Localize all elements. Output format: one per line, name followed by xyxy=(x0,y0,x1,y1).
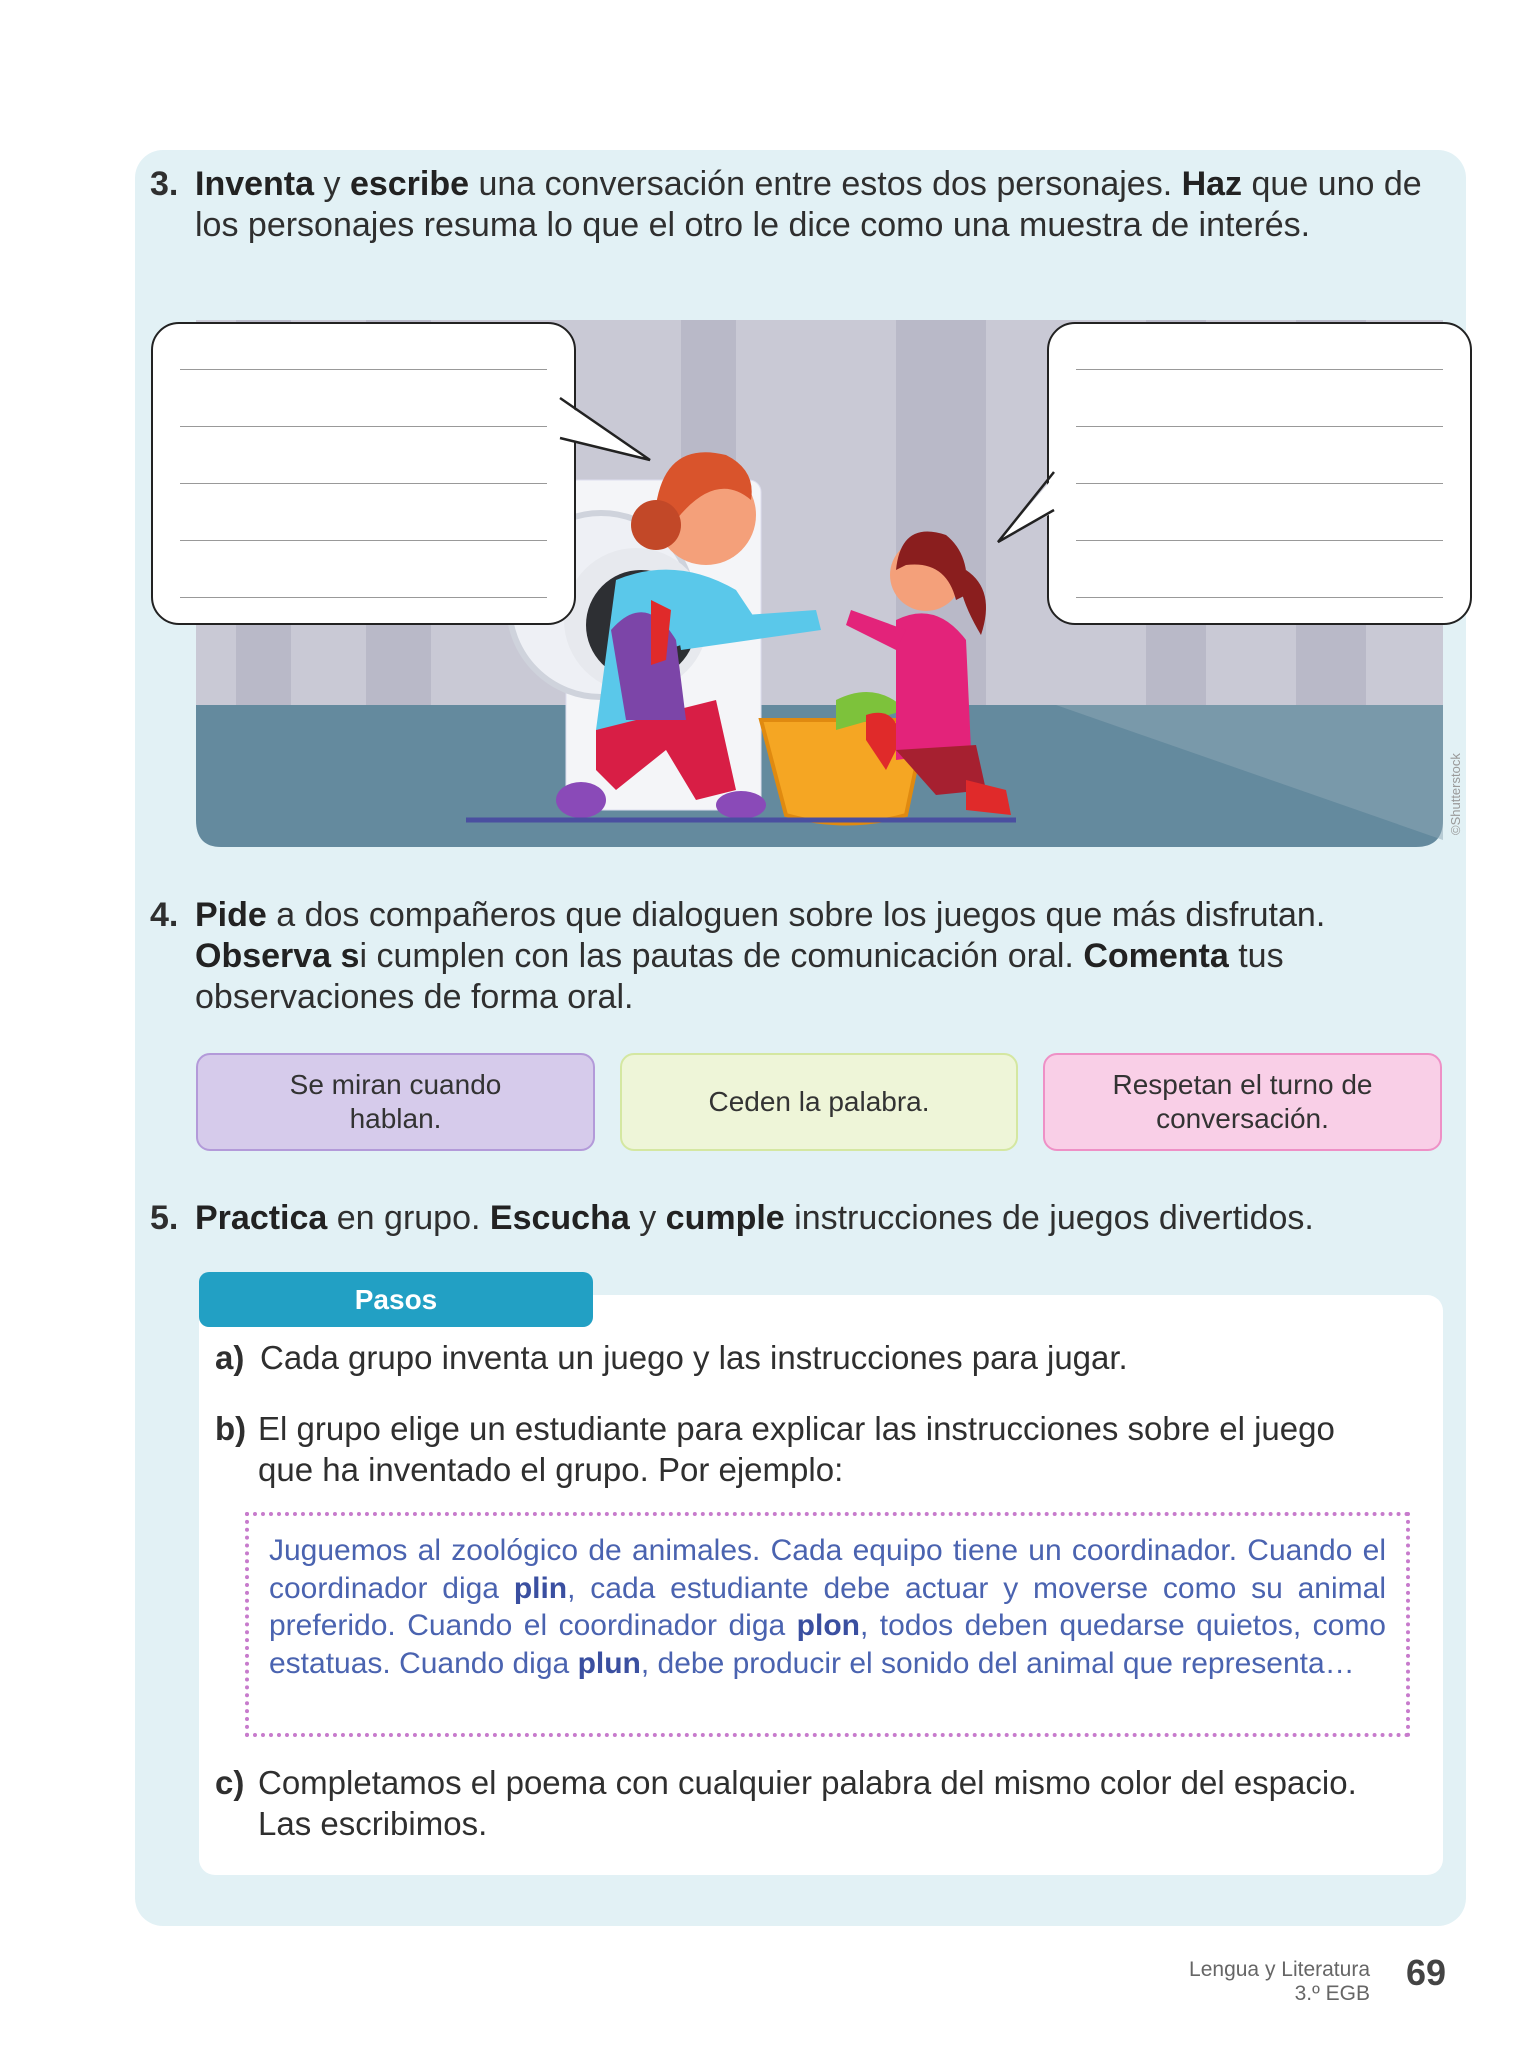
grade-level: 3.º EGB xyxy=(1294,1982,1370,2005)
question-number: 4. xyxy=(150,896,179,934)
question-number: 5. xyxy=(150,1199,179,1237)
step-a xyxy=(215,1337,1415,1378)
step-b xyxy=(215,1408,1395,1490)
criterion-give-turn xyxy=(620,1053,1018,1151)
text-run: que uno de los personajes resuma lo que el otro le dice como una muestra de interés. xyxy=(195,165,1422,244)
page-number: 69 xyxy=(1406,1952,1447,1993)
text-run: i cumplen con las pautas de comunicación oral. xyxy=(359,937,1084,975)
emphasis-text: plun xyxy=(577,1647,641,1681)
step-label: a) xyxy=(215,1339,245,1376)
emphasis-text: cumple xyxy=(665,1199,785,1237)
text-run: en grupo. xyxy=(327,1199,490,1237)
emphasis-text: Practica xyxy=(195,1199,328,1237)
speech-bubble-left[interactable] xyxy=(151,322,576,625)
chip-label: Ceden la palabra. xyxy=(708,1086,930,1117)
question-text xyxy=(195,1198,1450,1239)
emphasis-text: Comenta xyxy=(1083,937,1229,975)
speech-bubble-left-tail xyxy=(555,390,665,465)
image-credit: ©Shutterstock xyxy=(1448,753,1463,835)
emphasis-text: plon xyxy=(796,1609,860,1643)
step-c xyxy=(215,1762,1415,1844)
emphasis-text: Pide xyxy=(195,896,267,934)
emphasis-text: Inventa xyxy=(195,165,315,203)
text-run: instrucciones de juegos divertidos. xyxy=(784,1199,1314,1237)
subject-name: Lengua y Literatura xyxy=(1189,1958,1370,1981)
speech-bubble-right-tail xyxy=(990,470,1060,550)
step-text: Completamos el poema con cualquier palabra del mismo color del espacio. Las escribimos. xyxy=(258,1764,1357,1842)
step-text: El grupo elige un estudiante para explicar las instrucciones sobre el juego que ha inventado el grupo. Por ejemplo: xyxy=(258,1410,1335,1488)
question-5 xyxy=(150,1198,1450,1239)
emphasis-text: Escucha xyxy=(489,1199,630,1237)
example-text xyxy=(269,1532,1386,1683)
text-run: , todos deben quedarse quietos, como estatuas. Cuando diga xyxy=(269,1609,1386,1681)
question-number: 3. xyxy=(150,165,179,203)
question-4 xyxy=(150,895,1450,1018)
criterion-respect-turn xyxy=(1043,1053,1442,1151)
emphasis-text: plin xyxy=(513,1571,568,1605)
question-text xyxy=(195,164,1440,246)
emphasis-text: escribe xyxy=(349,165,470,203)
question-text xyxy=(195,895,1450,1018)
step-text: Cada grupo inventa un juego y las instrucciones para jugar. xyxy=(260,1339,1128,1376)
text-run: , debe producir el sonido del animal que representa… xyxy=(640,1647,1355,1681)
text-run: y xyxy=(629,1199,666,1237)
example-box xyxy=(245,1512,1410,1737)
step-label: c) xyxy=(215,1764,245,1801)
text-run: tus observaciones de forma oral. xyxy=(195,937,1284,1016)
chip-label: Respetan el turno de conversación. xyxy=(1112,1069,1373,1134)
text-run: , cada estudiante debe actuar y moverse como su animal preferido. Cuando el coordinador diga xyxy=(269,1571,1386,1643)
speech-bubble-right[interactable] xyxy=(1047,322,1472,625)
text-run: una conversación entre estos dos personajes. xyxy=(469,165,1182,203)
criterion-eye-contact xyxy=(196,1053,595,1151)
step-label: b) xyxy=(215,1410,247,1447)
footer-subject xyxy=(1189,1958,1370,2006)
question-3 xyxy=(150,164,1440,246)
text-run: Juguemos al zoológico de animales. Cada equipo tiene un coordinador. Cuando el coordinador diga xyxy=(269,1534,1386,1605)
emphasis-text: Haz xyxy=(1181,165,1243,203)
emphasis-text: Observa s xyxy=(195,937,360,975)
text-run: a dos compañeros que dialoguen sobre los juegos que más disfrutan. xyxy=(266,896,1326,934)
chip-label: Se miran cuando hablan. xyxy=(289,1069,502,1134)
text-run: y xyxy=(314,165,350,203)
steps-tab: Pasos xyxy=(199,1272,593,1327)
